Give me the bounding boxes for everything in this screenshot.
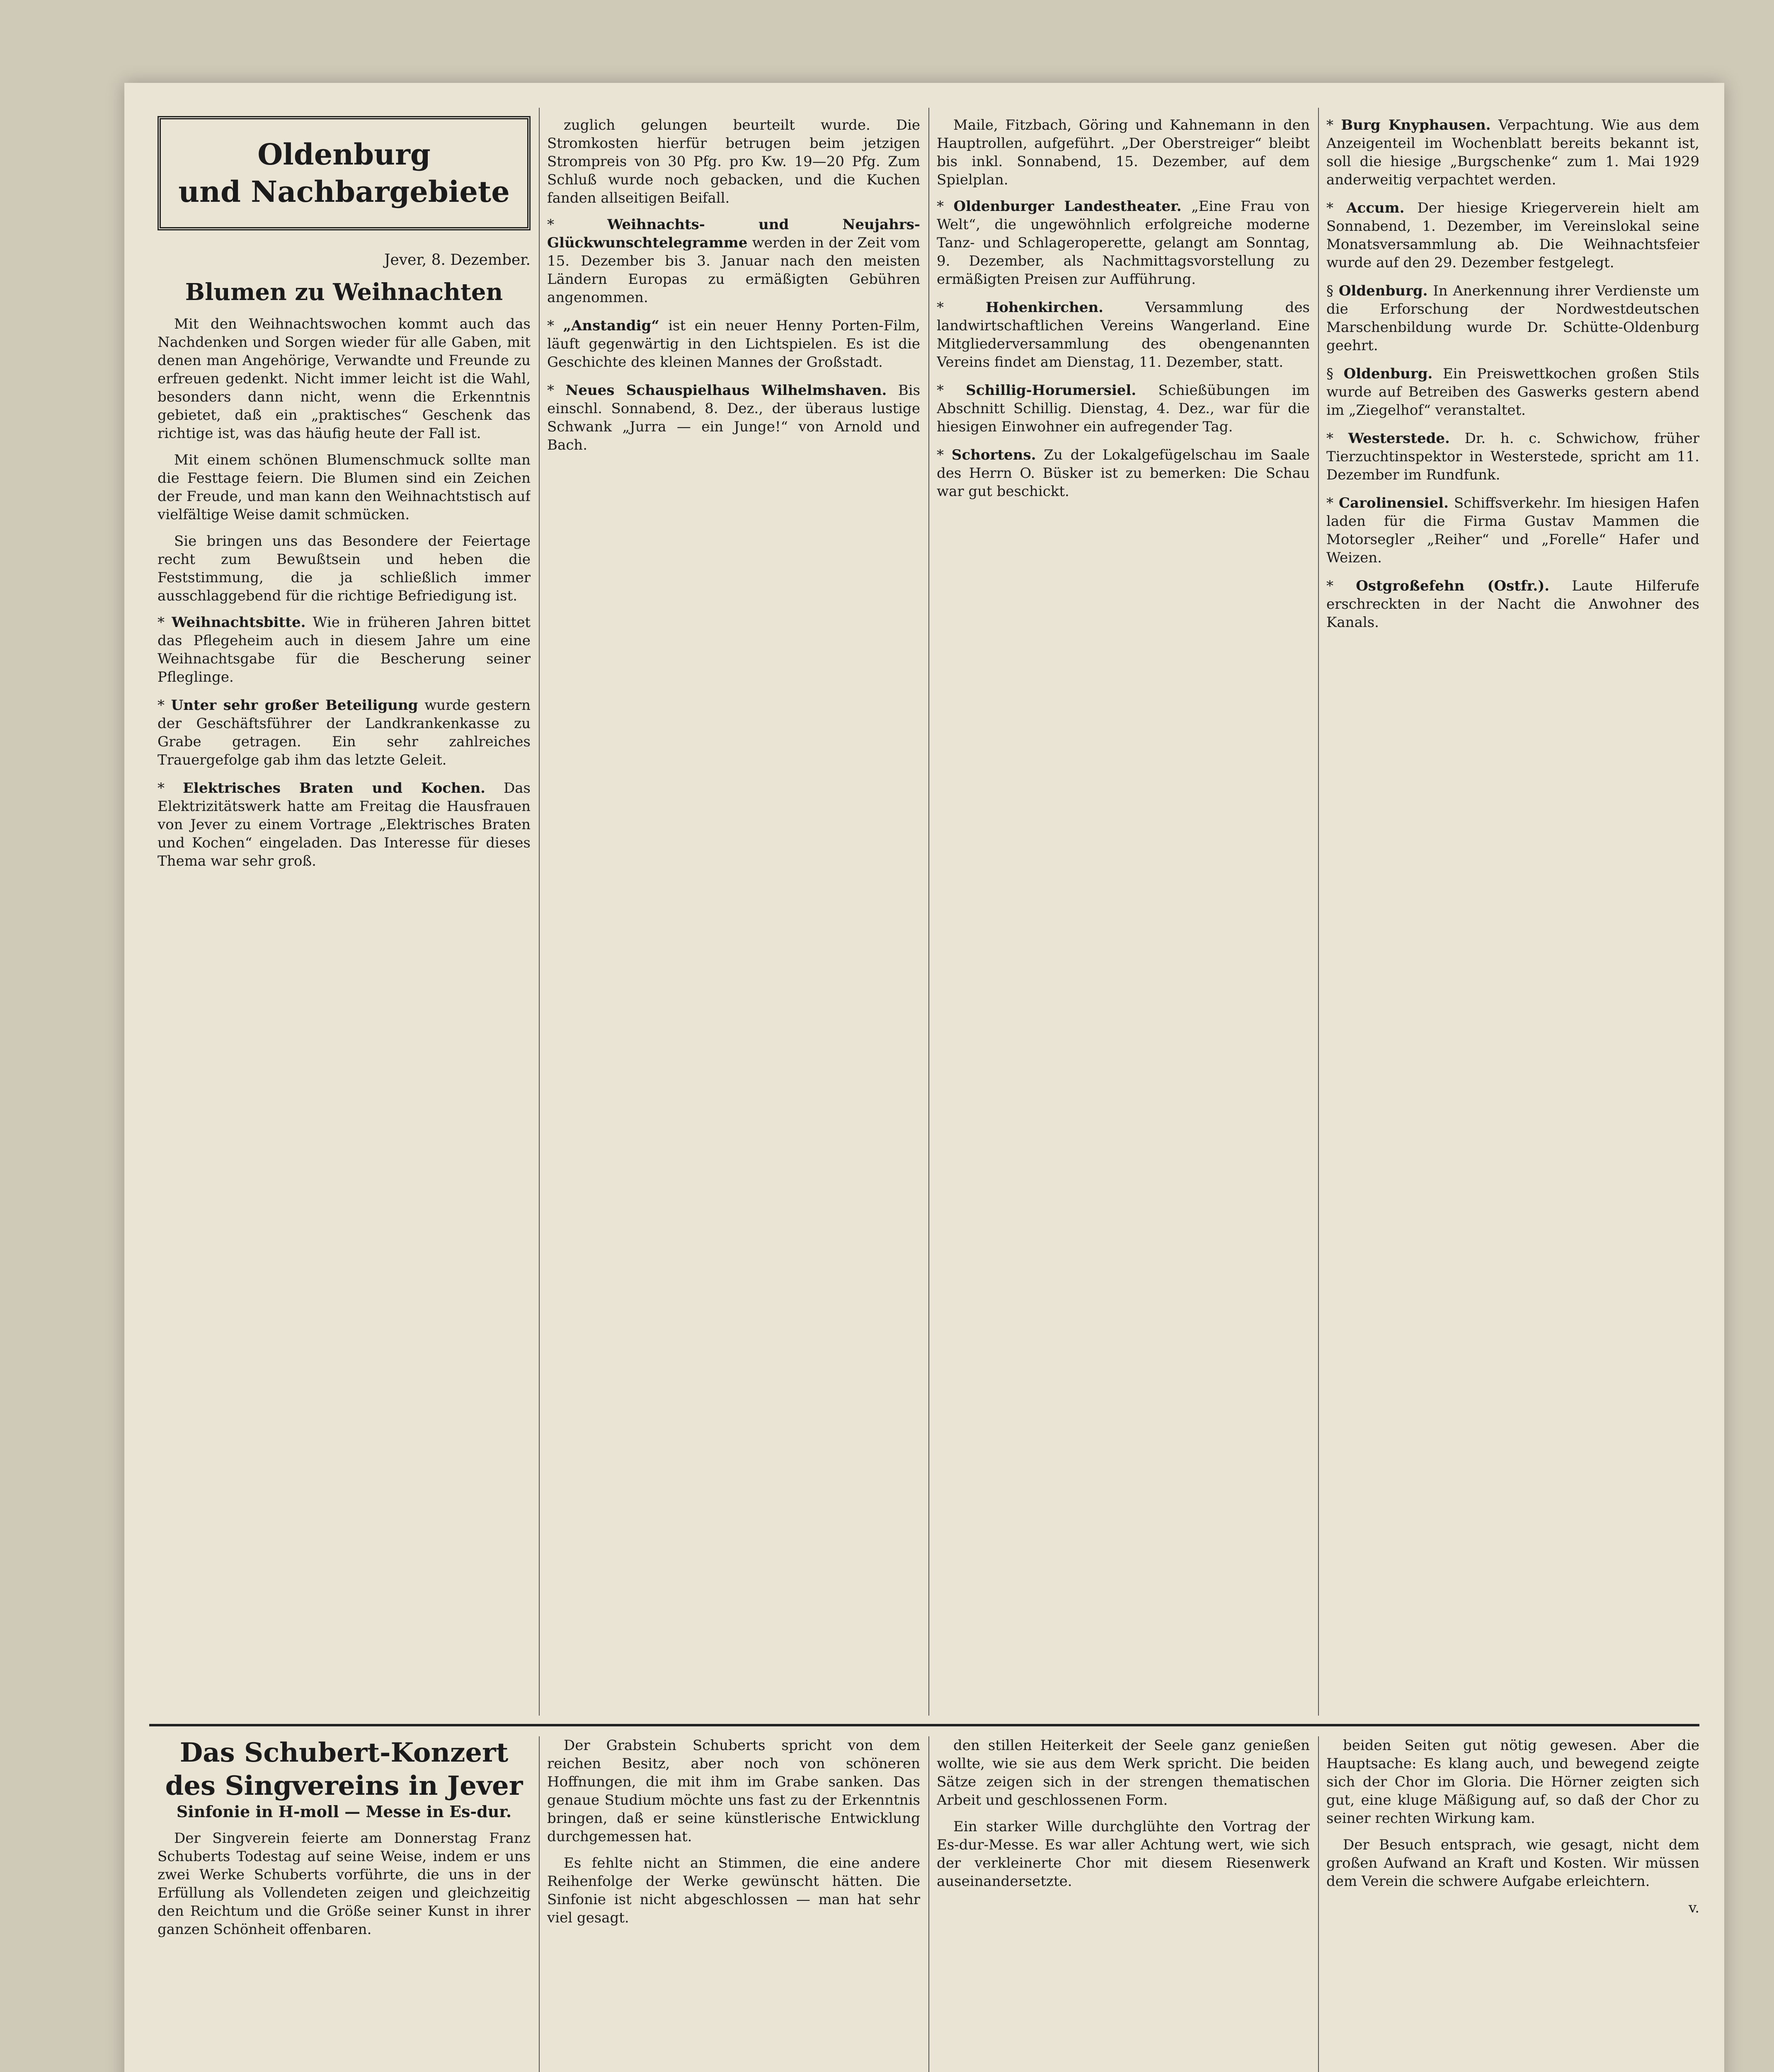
brief-text: Wie in früheren Jahren bittet das Pflegeheim auch in diesem Jahre um eine Weihnachtsgabe für die Bescherung seiner Pfleglinge. (158, 614, 531, 685)
brief-title: Ostgroßefehn (Ostfr.). (1356, 578, 1550, 594)
brief-text: In Anerkennung ihrer Verdienste um die Erforschung der Nordwestdeutschen Marschenbildung wurde Dr. Schütte-Oldenburg geehrt. (1326, 283, 1699, 354)
brief-text: werden in der Zeit vom 15. Dezember bis 3. Januar nach den meisten Ländern Europas zu ermäßigten Gebühren angenommen. (547, 235, 920, 306)
article-paragraph: Der Besuch entsprach, wie gesagt, nicht dem großen Aufwand an Kraft und Kosten. Wir müssen dem Verein die schwere Aufgabe erleichtern. (1326, 1837, 1699, 1890)
news-brief: * Weihnachts- und Neujahrs-Glückwunschtelegramme werden in der Zeit vom 15. Dezember bis 3. Januar nach den meisten Ländern Europas zu ermäßigten Gebühren angenommen. (547, 216, 920, 306)
brief-title: Weihnachtsbitte. (172, 614, 306, 631)
brief-text: Verpachtung. Wie aus dem Anzeigenteil im Wochenblatt bereits bekannt ist, soll die hiesige „Burgschenke“ zum 1. Mai 1929 anderweitig verpachtet werden. (1326, 117, 1699, 188)
news-brief: * Schortens. Zu der Lokalgefügelschau im Saale des Herrn O. Büsker ist zu bemerken: Die Schau war gut beschickt. (937, 447, 1310, 500)
news-brief: * Ostgroßefehn (Ostfr.). Laute Hilferufe erschreckten in der Nacht die Anwohner des Kanals. (1326, 578, 1699, 631)
news-brief: * „Anstandig“ ist ein neuer Henny Porten-Film, läuft gegenwärtig in den Lichtspielen. Es ist die Geschichte des kleinen Mannes der Großstadt. (547, 317, 920, 370)
brief-text: Zu der Lokalgefügelschau im Saale des Herrn O. Büsker ist zu bemerken: Die Schau war gut beschickt. (937, 447, 1310, 500)
brief-text: ist ein neuer Henny Porten-Film, läuft gegenwärtig in den Lichtspielen. Es ist die Geschichte des kleinen Mannes der Großstadt. (547, 317, 920, 370)
section-divider (149, 1724, 1699, 1726)
author-signature: v. (1689, 1900, 1699, 1916)
brief-text: Ein Preiswettkochen großen Stils wurde auf Betreiben des Gaswerks gestern abend im „Ziegelhof“ veranstaltet. (1326, 366, 1699, 419)
news-brief: * Elektrisches Braten und Kochen. Das Elektrizitätswerk hatte am Freitag die Hausfrauen von Jever zu einem Vortrage „Elektrisches Braten und Kochen“ eingeladen. Das Interesse für dieses Thema war sehr groß. (158, 780, 531, 869)
column-3 (937, 116, 1310, 511)
concert-article-col3 (937, 1736, 1310, 1899)
brief-text: Laute Hilferufe erschreckten in der Nacht die Anwohner des Kanals. (1326, 578, 1699, 631)
article-paragraph: zuglich gelungen beurteilt wurde. Die Stromkosten hierfür betrugen beim jetzigen Strompreis von 30 Pfg. pro Kw. 19—20 Pfg. Zum Schluß wurde noch gebacken, und die Kuchen fanden allseitigen Beifall. (547, 117, 920, 206)
news-brief: * Accum. Der hiesige Kriegerverein hielt am Sonnabend, 1. Dezember, im Vereinslokal seine Monatsversammlung ab. Die Weihnachtsfeier wurde auf den 29. Dezember festgelegt. (1326, 200, 1699, 271)
news-brief: * Unter sehr großer Beteiligung wurde gestern der Geschäftsführer der Landkrankenkasse zu Grabe getragen. Ein sehr zahlreiches Trauergefolge gab ihm das letzte Geleit. (158, 697, 531, 768)
article-paragraph: Sie bringen uns das Besondere der Feiertage recht zum Bewußtsein und heben die Feststimmung, die ja schließlich immer ausschlaggebend für die richtige Befriedigung ist. (158, 533, 531, 604)
brief-title: Oldenburger Landestheater. (953, 198, 1182, 215)
brief-text: Das Elektrizitätswerk hatte am Freitag die Hausfrauen von Jever zu einem Vortrage „Elektrisches Braten und Kochen“ eingeladen. Das Interesse für dieses Thema war sehr groß. (158, 780, 531, 869)
brief-title: Westerstede. (1348, 430, 1450, 447)
newspaper-page (124, 83, 1724, 2072)
brief-text: Versammlung des landwirtschaftlichen Vereins Wangerland. Eine Mitgliederversammlung des obengenannten Vereins findet am Dienstag, 11. Dezember, statt. (937, 299, 1310, 370)
column-divider (539, 108, 540, 1716)
column-divider (1318, 1736, 1319, 2072)
column-divider (539, 1736, 540, 2072)
column-2 (547, 116, 920, 464)
article-paragraph: Der Grabstein Schuberts spricht von dem reichen Besitz, aber noch von schöneren Hoffnungen, die mit ihm im Grabe sanken. Das genaue Studium möchte uns fast zu der Erkenntnis bringen, daß er seine künstlerische Entwicklung durchgemessen hat. (547, 1737, 920, 1845)
concert-article-col1 (158, 1736, 531, 1947)
column-divider (1318, 108, 1319, 1716)
column-divider (928, 1736, 929, 2072)
brief-text: Schiffsverkehr. Im hiesigen Hafen laden für die Firma Gustav Mammen die Motorsegler „Reiher“ und „Forelle“ Hafer und Weizen. (1326, 495, 1699, 566)
article-paragraph: Der Singverein feierte am Donnerstag Franz Schuberts Todestag auf seine Weise, indem er uns zwei Werke Schuberts vorführte, die uns in der Erfüllung als Vollendeten zeigen und gleichzeitig den Reichtum und die Größe seiner Kunst in ihrer ganzen Schönheit offenbaren. (158, 1830, 531, 1938)
news-brief: § Oldenburg. Ein Preiswettkochen großen Stils wurde auf Betreiben des Gaswerks gestern abend im „Ziegelhof“ veranstaltet. (1326, 366, 1699, 419)
article-paragraph: Es fehlte nicht an Stimmen, die eine andere Reihenfolge der Werke gewünscht hätten. Die Sinfonie ist nicht abgeschlossen — man hat sehr viel gesagt. (547, 1855, 920, 1926)
news-brief: § Oldenburg. In Anerkennung ihrer Verdienste um die Erforschung der Nordwestdeutschen Marschenbildung wurde Dr. Schütte-Oldenburg geehrt. (1326, 283, 1699, 354)
column-divider (928, 108, 929, 1716)
brief-text: wurde gestern der Geschäftsführer der Landkrankenkasse zu Grabe getragen. Ein sehr zahlreiches Trauergefolge gab ihm das letzte Geleit. (158, 697, 531, 768)
article-paragraph: Ein starker Wille durchglühte den Vortrag der Es-dur-Messe. Es war aller Achtung wert, wie sich der verkleinerte Chor mit diesem Riesenwerk auseinandersetzte. (937, 1818, 1310, 1890)
news-brief: * Burg Knyphausen. Verpachtung. Wie aus dem Anzeigenteil im Wochenblatt bereits bekannt ist, soll die hiesige „Burgschenke“ zum 1. Mai 1929 anderweitig verpachtet werden. (1326, 117, 1699, 188)
news-brief: * Schillig-Horumersiel. Schießübungen im Abschnitt Schillig. Dienstag, 4. Dez., war für die hiesigen Einwohner ein aufregender Tag. (937, 382, 1310, 435)
brief-text: Bis einschl. Sonnabend, 8. Dez., der überaus lustige Schwank „Jurra — ein Junge!“ von Arnold und Bach. (547, 382, 920, 453)
brief-text: Schießübungen im Abschnitt Schillig. Dienstag, 4. Dez., war für die hiesigen Einwohner ein aufregender Tag. (937, 382, 1310, 435)
concert-article-col2 (547, 1736, 920, 1935)
concert-title-line2: des Singvereins in Jever (165, 1770, 523, 1801)
article-paragraph: beiden Seiten gut nötig gewesen. Aber die Hauptsache: Es klang auch, und bewegend zeigte sich der Chor im Gloria. Die Hörner zeigten sich gut, eine kluge Mäßigung auf, so daß der Chor zu seiner rechten Wirkung kam. (1326, 1737, 1699, 1827)
news-brief: * Neues Schauspielhaus Wilhelmshaven. Bis einschl. Sonnabend, 8. Dez., der überaus lustige Schwank „Jurra — ein Junge!“ von Arnold und Bach. (547, 382, 920, 453)
section-title-line1: Oldenburg (257, 137, 431, 172)
news-brief: * Oldenburger Landestheater. „Eine Frau von Welt“, die ungewöhnlich erfolgreiche moderne Tanz- und Schlageroperette, gelangt am Sonntag, 9. Dezember, als Nachmittagsvorstellung zu ermäßigten Preisen zur Aufführung. (937, 198, 1310, 288)
concert-subtitle: Sinfonie in H-moll — Messe in Es-dur. (176, 1802, 512, 1821)
brief-title: Burg Knyphausen. (1341, 117, 1491, 133)
section-title-line2: und Nachbargebiete (178, 174, 510, 209)
brief-title: Carolinensiel. (1338, 495, 1449, 511)
brief-text: Dr. h. c. Schwichow, früher Tierzuchtinspektor in Westerstede, spricht am 11. Dezember im Rundfunk. (1326, 430, 1699, 483)
brief-title: Weihnachts- und Neujahrs-Glückwunschtelegramme (547, 216, 920, 251)
article-paragraph: Mit einem schönen Blumenschmuck sollte man die Festtage feiern. Die Blumen sind ein Zeichen der Freude, und man kann den Weihnachtstisch auf vielfältige Weise damit schmücken. (158, 452, 531, 523)
brief-text: Der hiesige Kriegerverein hielt am Sonnabend, 1. Dezember, im Vereinslokal seine Monatsversammlung ab. Die Weihnachtsfeier wurde auf den 29. Dezember festgelegt. (1326, 200, 1699, 271)
concert-article-col4 (1326, 1736, 1699, 1917)
article-paragraph: Mit den Weihnachtswochen kommt auch das Nachdenken und Sorgen wieder für alle Gaben, mit denen man Angehörige, Verwandte und Freunde zu erfreuen gedenkt. Nicht immer leicht ist die Wahl, besonders dann nicht, wenn die Erkenntnis gebietet, daß ein „praktisches“ Geschenk das richtige ist, was das häufig heute der Fall ist. (158, 316, 531, 442)
section-header (158, 116, 531, 230)
news-brief: * Carolinensiel. Schiffsverkehr. Im hiesigen Hafen laden für die Firma Gustav Mammen die Motorsegler „Reiher“ und „Forelle“ Hafer und Weizen. (1326, 495, 1699, 566)
dateline: Jever, 8. Dezember. (384, 252, 531, 269)
brief-title: Schortens. (951, 447, 1036, 463)
news-brief: * Westerstede. Dr. h. c. Schwichow, früher Tierzuchtinspektor in Westerstede, spricht am 11. Dezember im Rundfunk. (1326, 430, 1699, 483)
news-brief: * Hohenkirchen. Versammlung des landwirtschaftlichen Vereins Wangerland. Eine Mitgliederversammlung des obengenannten Vereins findet am Dienstag, 11. Dezember, statt. (937, 299, 1310, 370)
brief-text: „Eine Frau von Welt“, die ungewöhnlich erfolgreiche moderne Tanz- und Schlageroperette, gelangt am Sonntag, 9. Dezember, als Nachmittagsvorstellung zu ermäßigten Preisen zur Aufführung. (937, 198, 1310, 288)
article-paragraph: den stillen Heiterkeit der Seele ganz genießen wollte, wie sie aus dem Werk spricht. Die beiden Sätze zeigen sich in der strengen thematischen Arbeit und geschlossenen Form. (937, 1737, 1310, 1808)
brief-title: Accum. (1346, 200, 1405, 216)
news-brief: * Weihnachtsbitte. Wie in früheren Jahren bittet das Pflegeheim auch in diesem Jahre um eine Weihnachtsgabe für die Bescherung seiner Pfleglinge. (158, 614, 531, 685)
brief-title: Oldenburg. (1343, 366, 1433, 382)
column-1 (158, 116, 531, 880)
concert-title-line1: Das Schubert-Konzert (179, 1737, 509, 1768)
brief-title: „Anstandig“ (563, 317, 659, 334)
brief-title: Elektrisches Braten und Kochen. (183, 780, 486, 796)
brief-title: Schillig-Horumersiel. (966, 382, 1137, 399)
brief-title: Oldenburg. (1338, 283, 1428, 299)
column-4 (1326, 116, 1699, 641)
brief-title: Neues Schauspielhaus Wilhelmshaven. (565, 382, 887, 399)
article-paragraph: Maile, Fitzbach, Göring und Kahnemann in den Hauptrollen, aufgeführt. „Der Oberstreiger“ bleibt bis inkl. Sonnabend, 15. Dezember, auf dem Spielplan. (937, 117, 1310, 188)
article-headline: Blumen zu Weihnachten (185, 278, 503, 306)
brief-title: Hohenkirchen. (986, 299, 1103, 316)
brief-title: Unter sehr großer Beteiligung (171, 697, 418, 714)
